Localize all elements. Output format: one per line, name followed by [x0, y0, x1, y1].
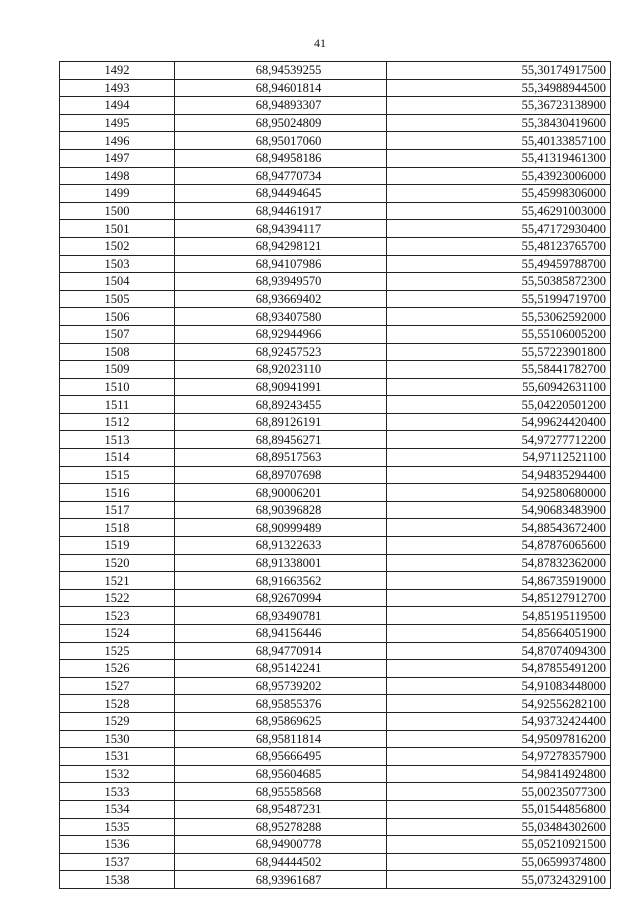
x-coordinate-cell: 68,93669402: [175, 290, 387, 308]
y-coordinate-cell: 54,95097816200: [387, 730, 611, 748]
y-coordinate-cell: 54,87855491200: [387, 660, 611, 678]
point-number-cell: 1535: [60, 818, 175, 836]
y-coordinate-cell: 55,40133857100: [387, 132, 611, 150]
point-number-cell: 1493: [60, 79, 175, 97]
point-number-cell: 1503: [60, 255, 175, 273]
x-coordinate-cell: 68,91322633: [175, 537, 387, 555]
table-row: [60, 730, 611, 748]
table-row: [60, 537, 611, 555]
y-coordinate-cell: 55,53062592000: [387, 308, 611, 326]
y-coordinate-cell: 54,88543672400: [387, 519, 611, 537]
x-coordinate-cell: 68,94494645: [175, 185, 387, 203]
table-row: [60, 712, 611, 730]
point-number-cell: 1532: [60, 765, 175, 783]
x-coordinate-cell: 68,94893307: [175, 97, 387, 115]
point-number-cell: 1509: [60, 361, 175, 379]
x-coordinate-cell: 68,92457523: [175, 343, 387, 361]
x-coordinate-cell: 68,95142241: [175, 660, 387, 678]
point-number-cell: 1512: [60, 413, 175, 431]
y-coordinate-cell: 54,99624420400: [387, 413, 611, 431]
table-row: [60, 325, 611, 343]
y-coordinate-cell: 54,98414924800: [387, 765, 611, 783]
y-coordinate-cell: 55,45998306000: [387, 185, 611, 203]
x-coordinate-cell: 68,94770734: [175, 167, 387, 185]
point-number-cell: 1524: [60, 625, 175, 643]
table-row: [60, 79, 611, 97]
table-row: [60, 519, 611, 537]
y-coordinate-cell: 54,92580680000: [387, 484, 611, 502]
y-coordinate-cell: 55,50385872300: [387, 273, 611, 291]
table-row: [60, 449, 611, 467]
x-coordinate-cell: 68,93407580: [175, 308, 387, 326]
table-row: [60, 853, 611, 871]
x-coordinate-cell: 68,89243455: [175, 396, 387, 414]
point-number-cell: 1495: [60, 114, 175, 132]
table-row: [60, 748, 611, 766]
table-row: [60, 290, 611, 308]
point-number-cell: 1514: [60, 449, 175, 467]
x-coordinate-cell: 68,95855376: [175, 695, 387, 713]
point-number-cell: 1529: [60, 712, 175, 730]
x-coordinate-cell: 68,94394117: [175, 220, 387, 238]
y-coordinate-cell: 54,94835294400: [387, 466, 611, 484]
table-row: [60, 273, 611, 291]
y-coordinate-cell: 55,38430419600: [387, 114, 611, 132]
table-row: [60, 132, 611, 150]
x-coordinate-cell: 68,93490781: [175, 607, 387, 625]
table-row: [60, 818, 611, 836]
y-coordinate-cell: 54,87876065600: [387, 537, 611, 555]
table-row: [60, 202, 611, 220]
y-coordinate-cell: 55,60942631100: [387, 378, 611, 396]
point-number-cell: 1527: [60, 677, 175, 695]
x-coordinate-cell: 68,93949570: [175, 273, 387, 291]
table-row: [60, 220, 611, 238]
table-row: [60, 554, 611, 572]
x-coordinate-cell: 68,94444502: [175, 853, 387, 871]
point-number-cell: 1526: [60, 660, 175, 678]
point-number-cell: 1511: [60, 396, 175, 414]
point-number-cell: 1494: [60, 97, 175, 115]
x-coordinate-cell: 68,92023110: [175, 361, 387, 379]
x-coordinate-cell: 68,94601814: [175, 79, 387, 97]
x-coordinate-cell: 68,95604685: [175, 765, 387, 783]
point-number-cell: 1516: [60, 484, 175, 502]
x-coordinate-cell: 68,95869625: [175, 712, 387, 730]
point-number-cell: 1506: [60, 308, 175, 326]
point-number-cell: 1501: [60, 220, 175, 238]
y-coordinate-cell: 55,46291003000: [387, 202, 611, 220]
point-number-cell: 1507: [60, 325, 175, 343]
y-coordinate-cell: 55,04220501200: [387, 396, 611, 414]
table-row: [60, 114, 611, 132]
table-row: [60, 800, 611, 818]
y-coordinate-cell: 55,36723138900: [387, 97, 611, 115]
x-coordinate-cell: 68,95739202: [175, 677, 387, 695]
table-row: [60, 765, 611, 783]
x-coordinate-cell: 68,94107986: [175, 255, 387, 273]
x-coordinate-cell: 68,90396828: [175, 501, 387, 519]
point-number-cell: 1536: [60, 836, 175, 854]
table-row: [60, 871, 611, 889]
x-coordinate-cell: 68,94156446: [175, 625, 387, 643]
y-coordinate-cell: 55,43923006000: [387, 167, 611, 185]
x-coordinate-cell: 68,90999489: [175, 519, 387, 537]
y-coordinate-cell: 54,87074094300: [387, 642, 611, 660]
coordinates-table: [59, 61, 611, 889]
x-coordinate-cell: 68,94958186: [175, 149, 387, 167]
y-coordinate-cell: 55,00235077300: [387, 783, 611, 801]
x-coordinate-cell: 68,94298121: [175, 237, 387, 255]
table-row: [60, 97, 611, 115]
y-coordinate-cell: 54,92556282100: [387, 695, 611, 713]
point-number-cell: 1496: [60, 132, 175, 150]
page-number: 41: [314, 36, 326, 50]
table-row: [60, 413, 611, 431]
x-coordinate-cell: 68,95811814: [175, 730, 387, 748]
point-number-cell: 1492: [60, 62, 175, 80]
point-number-cell: 1510: [60, 378, 175, 396]
table-row: [60, 343, 611, 361]
table-row: [60, 501, 611, 519]
table-row: [60, 149, 611, 167]
x-coordinate-cell: 68,92670994: [175, 589, 387, 607]
table-row: [60, 167, 611, 185]
y-coordinate-cell: 55,41319461300: [387, 149, 611, 167]
y-coordinate-cell: 54,97278357900: [387, 748, 611, 766]
table-row: [60, 642, 611, 660]
point-number-cell: 1500: [60, 202, 175, 220]
y-coordinate-cell: 55,57223901800: [387, 343, 611, 361]
table-row: [60, 607, 611, 625]
y-coordinate-cell: 54,97277712200: [387, 431, 611, 449]
x-coordinate-cell: 68,90006201: [175, 484, 387, 502]
x-coordinate-cell: 68,89517563: [175, 449, 387, 467]
x-coordinate-cell: 68,95017060: [175, 132, 387, 150]
x-coordinate-cell: 68,89126191: [175, 413, 387, 431]
point-number-cell: 1508: [60, 343, 175, 361]
x-coordinate-cell: 68,94461917: [175, 202, 387, 220]
table-row: [60, 660, 611, 678]
x-coordinate-cell: 68,89707698: [175, 466, 387, 484]
table-row: [60, 695, 611, 713]
table-row: [60, 185, 611, 203]
y-coordinate-cell: 55,47172930400: [387, 220, 611, 238]
table-row: [60, 783, 611, 801]
table-row: [60, 237, 611, 255]
point-number-cell: 1534: [60, 800, 175, 818]
point-number-cell: 1502: [60, 237, 175, 255]
point-number-cell: 1538: [60, 871, 175, 889]
x-coordinate-cell: 68,92944966: [175, 325, 387, 343]
y-coordinate-cell: 54,97112521100: [387, 449, 611, 467]
x-coordinate-cell: 68,95487231: [175, 800, 387, 818]
x-coordinate-cell: 68,95558568: [175, 783, 387, 801]
point-number-cell: 1499: [60, 185, 175, 203]
y-coordinate-cell: 54,85664051900: [387, 625, 611, 643]
x-coordinate-cell: 68,91338001: [175, 554, 387, 572]
table-row: [60, 484, 611, 502]
point-number-cell: 1533: [60, 783, 175, 801]
point-number-cell: 1531: [60, 748, 175, 766]
point-number-cell: 1505: [60, 290, 175, 308]
point-number-cell: 1497: [60, 149, 175, 167]
point-number-cell: 1517: [60, 501, 175, 519]
y-coordinate-cell: 55,51994719700: [387, 290, 611, 308]
x-coordinate-cell: 68,94770914: [175, 642, 387, 660]
y-coordinate-cell: 55,30174917500: [387, 62, 611, 80]
y-coordinate-cell: 54,90683483900: [387, 501, 611, 519]
table-row: [60, 396, 611, 414]
y-coordinate-cell: 55,34988944500: [387, 79, 611, 97]
point-number-cell: 1528: [60, 695, 175, 713]
point-number-cell: 1523: [60, 607, 175, 625]
table-row: [60, 308, 611, 326]
point-number-cell: 1525: [60, 642, 175, 660]
table-row: [60, 572, 611, 590]
y-coordinate-cell: 55,49459788700: [387, 255, 611, 273]
coordinates-table-body: [60, 62, 611, 889]
table-row: [60, 255, 611, 273]
y-coordinate-cell: 54,86735919000: [387, 572, 611, 590]
point-number-cell: 1521: [60, 572, 175, 590]
y-coordinate-cell: 54,85195119500: [387, 607, 611, 625]
x-coordinate-cell: 68,95666495: [175, 748, 387, 766]
y-coordinate-cell: 54,87832362000: [387, 554, 611, 572]
table-row: [60, 466, 611, 484]
y-coordinate-cell: 54,85127912700: [387, 589, 611, 607]
table-row: [60, 361, 611, 379]
point-number-cell: 1530: [60, 730, 175, 748]
x-coordinate-cell: 68,90941991: [175, 378, 387, 396]
table-row: [60, 378, 611, 396]
y-coordinate-cell: 55,55106005200: [387, 325, 611, 343]
y-coordinate-cell: 55,05210921500: [387, 836, 611, 854]
point-number-cell: 1498: [60, 167, 175, 185]
table-row: [60, 589, 611, 607]
x-coordinate-cell: 68,94539255: [175, 62, 387, 80]
table-row: [60, 677, 611, 695]
y-coordinate-cell: 55,03484302600: [387, 818, 611, 836]
table-row: [60, 836, 611, 854]
table-row: [60, 62, 611, 80]
y-coordinate-cell: 55,48123765700: [387, 237, 611, 255]
x-coordinate-cell: 68,93961687: [175, 871, 387, 889]
point-number-cell: 1504: [60, 273, 175, 291]
point-number-cell: 1537: [60, 853, 175, 871]
point-number-cell: 1515: [60, 466, 175, 484]
point-number-cell: 1522: [60, 589, 175, 607]
y-coordinate-cell: 55,06599374800: [387, 853, 611, 871]
y-coordinate-cell: 55,01544856800: [387, 800, 611, 818]
y-coordinate-cell: 55,07324329100: [387, 871, 611, 889]
x-coordinate-cell: 68,89456271: [175, 431, 387, 449]
y-coordinate-cell: 54,93732424400: [387, 712, 611, 730]
y-coordinate-cell: 54,91083448000: [387, 677, 611, 695]
point-number-cell: 1513: [60, 431, 175, 449]
y-coordinate-cell: 55,58441782700: [387, 361, 611, 379]
x-coordinate-cell: 68,91663562: [175, 572, 387, 590]
table-row: [60, 431, 611, 449]
x-coordinate-cell: 68,95024809: [175, 114, 387, 132]
point-number-cell: 1519: [60, 537, 175, 555]
table-row: [60, 625, 611, 643]
point-number-cell: 1520: [60, 554, 175, 572]
x-coordinate-cell: 68,94900778: [175, 836, 387, 854]
x-coordinate-cell: 68,95278288: [175, 818, 387, 836]
point-number-cell: 1518: [60, 519, 175, 537]
